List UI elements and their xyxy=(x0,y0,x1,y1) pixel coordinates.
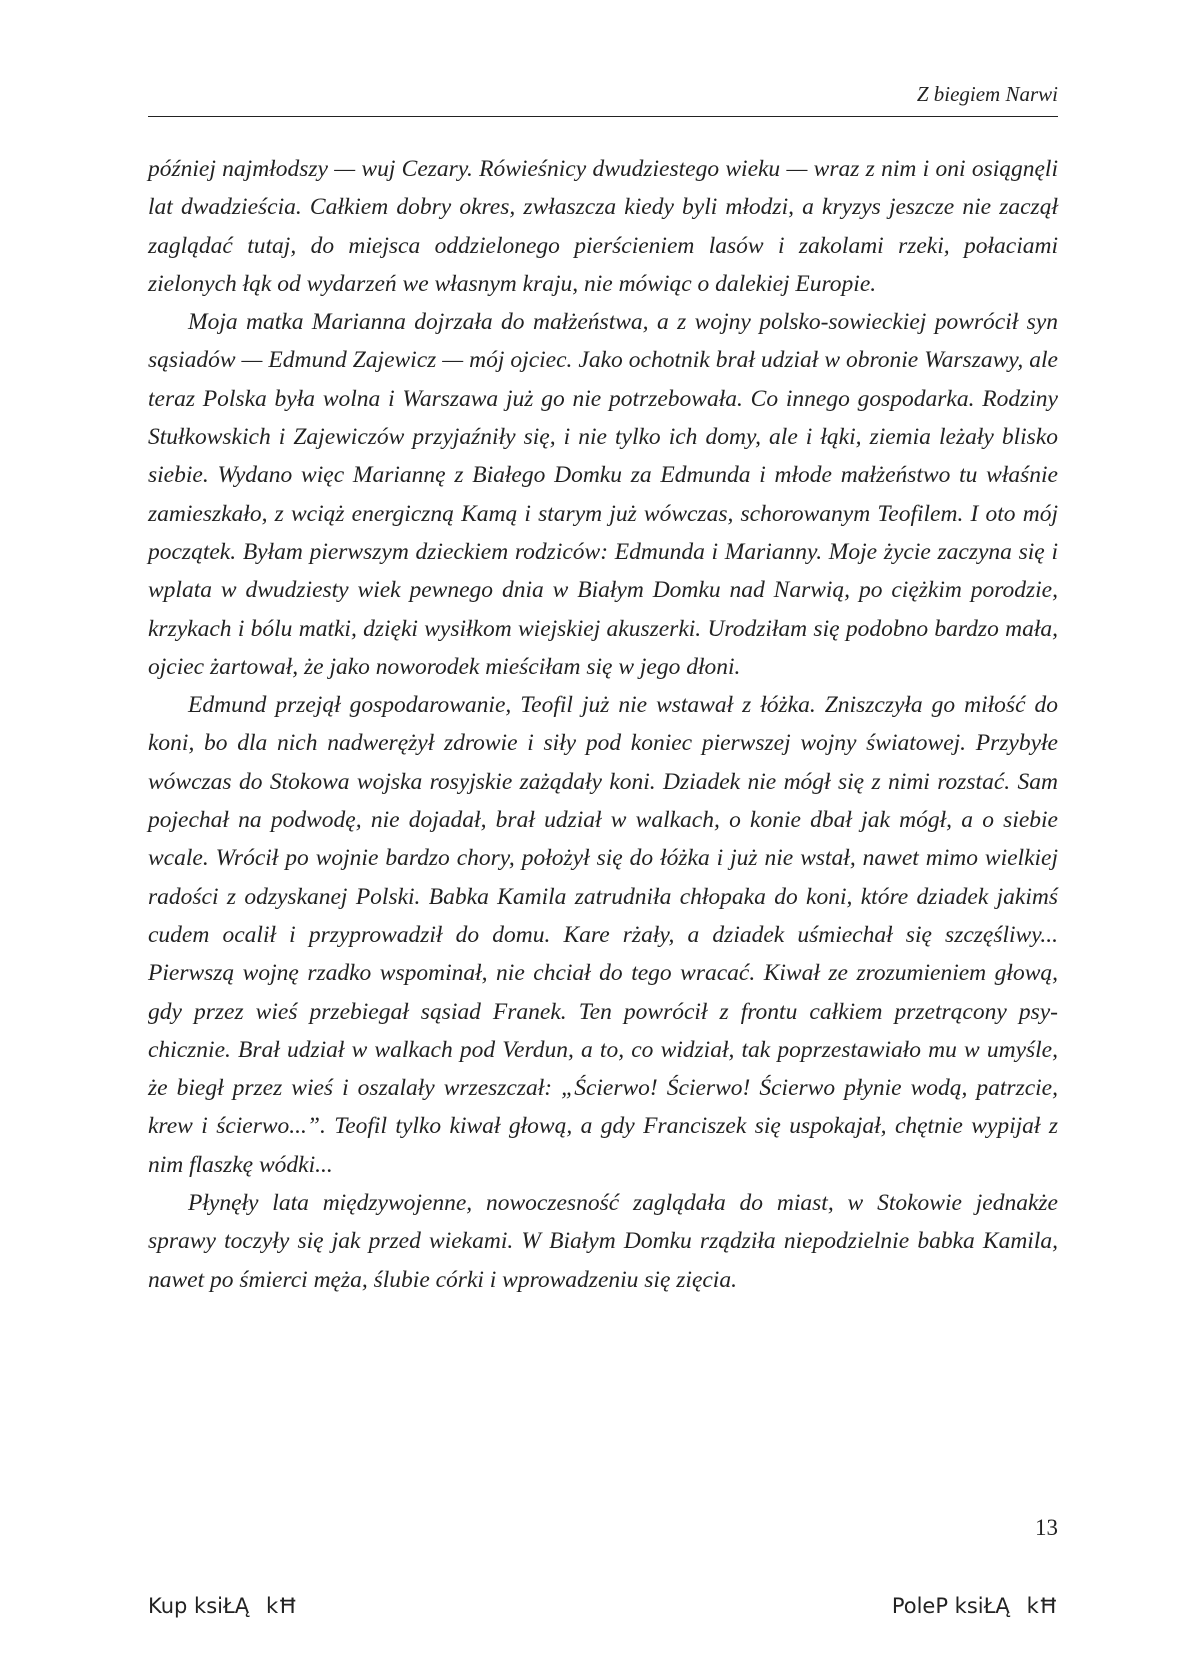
body-text xyxy=(148,150,1058,1299)
paragraph-3: Edmund przejął gospodarowanie, Teofil już nie wstawał z łóżka. Zniszczyła go miłość do koni, bo dla nich nadwerężył zdrowie i siły pod koniec pierwszej wojny światowej. Przybyłe wówczas do Stokowa wojska rosyjskie zażądały koni. Dziadek nie mógł się z nimi rozstać. Sam pojechał na podwodę, nie dojadał, brał udział w walkach, o konie dbał jak mógł, a o siebie wcale. Wrócił po wojnie bardzo chory, położył się do łóżka i już nie wstał, nawet mimo wielkiej radości z odzyskanej Polski. Babka Kamila zatrudniła chłopaka do koni, które dziadek jakimś cudem ocalił i przyprowadził do domu. Kare rżały, a dziadek uśmiechał się szczęśliwy... Pierwszą wojnę rzadko wspominał, nie chciał do tego wracać. Kiwał ze zrozumieniem głową, gdy przez wieś przebiegał sąsiad Franek. Ten powrócił z frontu całkiem przetrącony psychicznie. Brał udział w walkach pod Verdun, a to, co widział, tak poprzestawiało mu w umyśle, że biegł przez wieś i oszalały wrzeszczał: „Ścierwo! Ścierwo! Ścierwo płynie wodą, patrzcie, krew i ścierwo...”. Teofil tylko kiwał głową, a gdy Franciszek się uspokajał, chętnie wypijał z nim flaszkę wódki... xyxy=(148,692,1058,1178)
paragraph-1: później najmłodszy — wuj Cezary. Rówieśnicy dwudziestego wieku — wraz z nim i oni osiągnęli lat dwadzieścia. Całkiem dobry okres, zwłaszcza kiedy byli młodzi, a kryzys jeszcze nie zaczął zaglądać tutaj, do miejsca oddzielonego pierścieniem lasów i zakolami rzeki, połaciami zielonych łąk od wydarzeń we własnym kraju, nie mówiąc o dalekiej Europie. xyxy=(148,156,1058,297)
footer-buy-book-link[interactable]: Kup ksiŁĄkĦ xyxy=(148,1594,298,1618)
paragraph-4: Płynęły lata międzywojenne, nowoczesność zaglądała do miast, w Stokowie jednakże sprawy toczyły się jak przed wiekami. W Białym Domku rządziła niepodzielnie babka Kamila, nawet po śmierci męża, ślubie córki i wprowadzeniu się zięcia. xyxy=(148,1190,1058,1293)
footer-recommend-book-link[interactable]: PoleP ksiŁĄkĦ xyxy=(891,1594,1058,1618)
running-header-title: Z biegiem Narwi xyxy=(916,82,1058,106)
header-rule xyxy=(148,116,1058,117)
paragraph-2: Moja matka Marianna dojrzała do małżeństwa, a z wojny polsko-sowieckiej powrócił syn sąsiadów — Edmund Zajewicz — mój ojciec. Jako ochotnik brał udział w obronie Warszawy, ale teraz Polska była wolna i Warszawa już go nie potrzebowała. Co innego gospodarka. Rodziny Stułkowskich i Zajewiczów przyjaźniły się, i nie tylko ich domy, ale i łąki, ziemia leżały blisko siebie. Wydano więc Mariannę z Białego Domku za Edmunda i młode małżeństwo tu właśnie zamieszkało, z wciąż energiczną Kamą i starym już wówczas, schorowanym Teofilem. I oto mój początek. Byłam pierwszym dzieckiem rodziców: Edmunda i Marianny. Moje życie zaczyna się i wplata w dwudziesty wiek pewnego dnia w Białym Domku nad Narwią, po ciężkim porodzie, krzykach i bólu matki, dzięki wysiłkom wiejskiej akuszerki. Urodziłam się podobno bardzo mała, ojciec żartował, że jako noworodek mieściłam się w jego dłoni. xyxy=(148,309,1058,680)
page-number: 13 xyxy=(1035,1515,1058,1540)
